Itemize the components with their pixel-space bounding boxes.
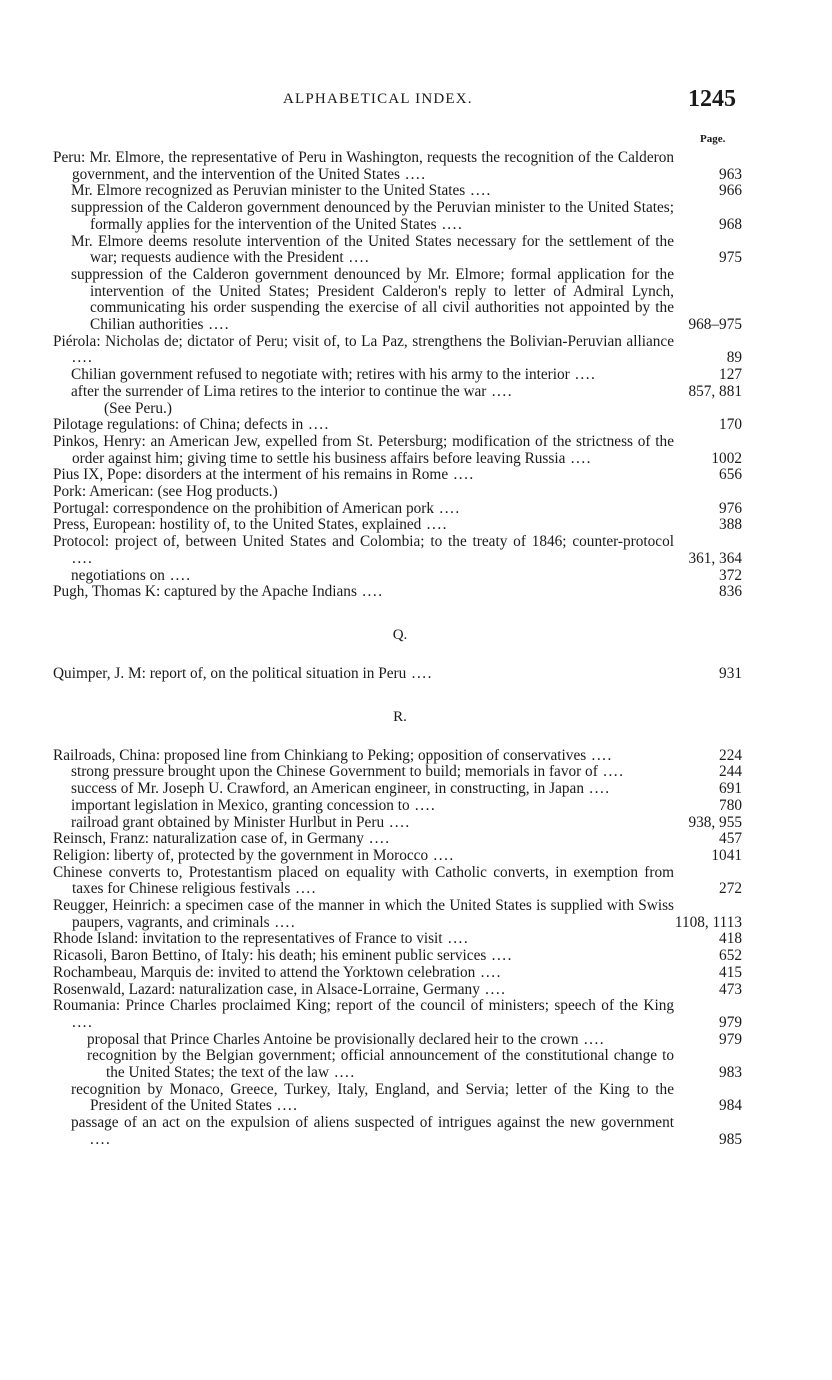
index-entry-text [0, 865, 674, 898]
leader-dots: .... [72, 1013, 94, 1031]
index-entry [0, 367, 832, 384]
leader-dots: .... [486, 382, 514, 400]
index-entry-text [0, 267, 674, 334]
index-entry [0, 965, 832, 982]
index-entry [0, 1048, 832, 1081]
index-entry [0, 150, 832, 183]
entry-heading-text: Pork: American: (see Hog products.) [53, 483, 278, 501]
leader-dots: .... [72, 549, 94, 567]
index-entry [0, 764, 832, 781]
page-reference: 372 [719, 566, 742, 584]
page-reference: 780 [719, 796, 742, 814]
entry-heading-text: Rhode Island: invitation to the representatives of France to visit [53, 930, 443, 948]
index-entry-text [0, 798, 674, 815]
page-reference: 224 [719, 746, 742, 764]
index-entry-text [0, 764, 674, 781]
index-entry-text [0, 931, 674, 948]
index-entry-text [0, 848, 674, 865]
index-entry-text [0, 1082, 674, 1115]
entry-heading-text: Chinese converts to, Protestantism placed on equality with Catholic converts, in exemption from taxes for Chinese religious festivals [53, 863, 674, 898]
leader-dots: .... [271, 1097, 299, 1115]
entry-heading-text: Rochambeau, Marquis de: invited to attend the Yorktown celebration [53, 963, 476, 981]
index-entry [0, 748, 832, 765]
entry-heading-text: Pius IX, Pope: disorders at the interment of his remains in Rome [53, 466, 449, 484]
index-entry [0, 234, 832, 267]
index-entry-text [0, 534, 674, 567]
page-reference: 836 [719, 583, 742, 601]
index-entry-text [0, 748, 674, 765]
page-reference: 1108, 1113 [674, 913, 742, 931]
index-entry [0, 982, 832, 999]
leader-dots: .... [434, 499, 461, 517]
index-entry-text [0, 234, 674, 267]
page-reference: 979 [719, 1013, 742, 1031]
entry-heading-text: recognition by Monaco, Greece, Turkey, Italy, England, and Servia; letter of the King to the President of the United States [71, 1080, 674, 1115]
leader-dots: .... [597, 763, 625, 781]
entry-heading-text: (See Peru.) [104, 399, 172, 417]
leader-dots: .... [428, 846, 455, 864]
index-entry [0, 517, 832, 534]
page-reference: 931 [719, 664, 742, 682]
entry-heading-text: Railroads, China: proposed line from Chinkiang to Peking; opposition of conservatives [53, 746, 587, 764]
page-reference: 361, 364 [688, 549, 742, 567]
index-entry-text [0, 1048, 674, 1081]
leader-dots: .... [290, 880, 317, 898]
index-entry [0, 334, 832, 367]
leader-dots: .... [356, 583, 384, 601]
index-entry [0, 267, 832, 334]
section-letter-r: R. [393, 708, 407, 725]
leader-dots: .... [448, 466, 475, 484]
index-entry-text [0, 898, 674, 931]
index-entry-text [0, 1115, 674, 1148]
page-reference: 975 [719, 249, 742, 267]
running-title: ALPHABETICAL INDEX. [283, 91, 473, 107]
index-entry [0, 1032, 832, 1049]
index-entry [0, 948, 832, 965]
page-reference: 691 [719, 780, 742, 798]
entry-heading-text: Rosenwald, Lazard: naturalization case, in Alsace-Lorraine, Germany [53, 980, 480, 998]
entry-heading-text: important legislation in Mexico, granting concession to [71, 796, 410, 814]
index-entry-text [0, 434, 674, 467]
index-entry [0, 434, 832, 467]
page-reference: 656 [719, 466, 742, 484]
leader-dots: .... [409, 796, 437, 814]
index-entry [0, 584, 832, 601]
page-header [0, 86, 832, 118]
index-entry [0, 898, 832, 931]
index-entry-text [0, 965, 674, 982]
index-entry [0, 183, 832, 200]
entry-heading-text: Reinsch, Franz: naturalization case of, in Germany [53, 830, 364, 848]
leader-dots: .... [384, 813, 411, 831]
entry-heading-text: Pinkos, Henry: an American Jew, expelled from St. Petersburg; modification of the strictness of the order against him; giving time to settle his business affairs before leaving Russia [53, 432, 674, 467]
entry-heading-text: suppression of the Calderon government denounced by Mr. Elmore; formal application for the intervention of the United States; President Calderon's reply to letter of Admiral Lynch, communicating his order suspending the exercise of all civil authorities not appointed by the Chilian authorities [71, 265, 674, 334]
index-entry [0, 831, 832, 848]
index-entry [0, 848, 832, 865]
index-entry-text [0, 334, 674, 367]
index-entry [0, 534, 832, 567]
page-reference: 968 [719, 215, 742, 233]
leader-dots: .... [583, 780, 611, 798]
index-entry [0, 798, 832, 815]
entry-heading-text: strong pressure brought upon the Chinese Government to build; memorials in favor of [71, 763, 598, 781]
index-entry [0, 998, 832, 1031]
entry-heading-text: Quimper, J. M: report of, on the political situation in Peru [53, 664, 407, 682]
leader-dots: .... [479, 980, 507, 998]
leader-dots: .... [399, 165, 427, 183]
index-entry-text [0, 401, 674, 418]
entry-heading-text: Ricasoli, Baron Bettino, of Italy: his death; his eminent public services [53, 947, 487, 965]
page-reference: 170 [719, 416, 742, 434]
index-list [0, 150, 832, 1149]
leader-dots: .... [329, 1064, 356, 1082]
page-reference: 976 [719, 499, 742, 517]
entry-heading-text: Press, European: hostility of, to the United States, explained [53, 516, 422, 534]
page-reference: 415 [719, 963, 742, 981]
page-reference: 272 [719, 880, 742, 898]
entry-heading-text: Mr. Elmore recognized as Peruvian minister to the United States [71, 182, 466, 200]
leader-dots: .... [269, 913, 297, 931]
leader-dots: .... [164, 566, 192, 584]
leader-dots: .... [303, 416, 330, 434]
leader-dots: .... [421, 516, 448, 534]
index-entry [0, 401, 832, 418]
entry-heading-text: Pugh, Thomas K: captured by the Apache Indians [53, 583, 357, 601]
entry-heading-text: Religion: liberty of, protected by the government in Morocco [53, 846, 429, 864]
page-reference: 473 [719, 980, 742, 998]
page-number: 1245 [688, 86, 736, 112]
entry-heading-text: Protocol: project of, between United States and Colombia; to the treaty of 1846; counter-protocol [53, 533, 674, 551]
index-entry [0, 1082, 832, 1115]
entry-heading-text: Reugger, Heinrich: a specimen case of the manner in which the United States is supplied with Swiss paupers, vagrants, and criminals [53, 897, 674, 931]
leader-dots: .... [475, 963, 502, 981]
leader-dots: .... [586, 746, 613, 764]
page-reference: 985 [719, 1130, 742, 1148]
page-column-heading: Page. [700, 133, 726, 145]
page-reference: 966 [719, 182, 742, 200]
entry-heading-text: Chilian government refused to negotiate with; retires with his army to the interior [71, 366, 570, 384]
index-entry-text [0, 568, 674, 585]
index-entry-text [0, 501, 674, 518]
index-entry-text [0, 1032, 674, 1049]
entry-heading-text: Portugal: correspondence on the prohibition of American pork [53, 499, 435, 517]
page-reference: 127 [719, 366, 742, 384]
entry-heading-text: success of Mr. Joseph U. Crawford, an American engineer, in constructing, in Japan [71, 780, 584, 798]
page-reference: 652 [719, 947, 742, 965]
index-entry [0, 484, 832, 501]
index-entry-text [0, 484, 674, 501]
entry-heading-text: Piérola: Nicholas de; dictator of Peru; visit of, to La Paz, strengthens the Bolivian-Peruvian alliance [53, 332, 674, 350]
page-reference: 979 [719, 1030, 742, 1048]
index-entry [0, 1115, 832, 1148]
page-reference: 418 [719, 930, 742, 948]
index-entry-text [0, 417, 674, 434]
leader-dots: .... [578, 1030, 606, 1048]
index-entry-text [0, 183, 674, 200]
leader-dots: .... [486, 947, 513, 965]
index-entry [0, 666, 832, 683]
page-reference: 983 [719, 1064, 742, 1082]
leader-dots: .... [343, 249, 371, 267]
index-entry [0, 568, 832, 585]
leader-dots: .... [406, 664, 433, 682]
index-entry [0, 384, 832, 401]
entry-heading-text: after the surrender of Lima retires to the interior to continue the war [71, 382, 487, 400]
index-entry-text [0, 831, 674, 848]
leader-dots: .... [90, 1130, 112, 1148]
index-entry-text [0, 517, 674, 534]
index-entry [0, 781, 832, 798]
page-reference: 857, 881 [688, 382, 742, 400]
leader-dots: .... [203, 316, 231, 334]
index-group-p [0, 150, 832, 601]
index-entry-text [0, 150, 674, 183]
page-reference: 89 [726, 349, 742, 367]
leader-dots: .... [436, 215, 464, 233]
index-entry-text [0, 584, 674, 601]
page-reference: 1041 [711, 846, 742, 864]
page-reference: 963 [719, 165, 742, 183]
entry-heading-text: Roumania: Prince Charles proclaimed King; report of the council of ministers; speech of the King [53, 997, 674, 1015]
page-reference: 457 [719, 830, 742, 848]
index-entry [0, 931, 832, 948]
entry-heading-text: Pilotage regulations: of China; defects in [53, 416, 304, 434]
leader-dots: .... [442, 930, 470, 948]
index-entry [0, 200, 832, 233]
leader-dots: .... [363, 830, 391, 848]
index-entry [0, 501, 832, 518]
index-entry-text [0, 948, 674, 965]
leader-dots: .... [465, 182, 492, 200]
index-entry-text [0, 467, 674, 484]
index-entry-text [0, 781, 674, 798]
index-entry-text [0, 200, 674, 233]
index-entry-text [0, 367, 674, 384]
entry-heading-text: suppression of the Calderon government denounced by the Peruvian minister to the United States; formally applies for the intervention of the United States [71, 199, 674, 233]
index-group-r [0, 748, 832, 1149]
entry-heading-text: railroad grant obtained by Minister Hurlbut in Peru [71, 813, 385, 831]
page-reference: 244 [719, 763, 742, 781]
index-entry-text [0, 666, 674, 683]
page-reference: 388 [719, 516, 742, 534]
entry-heading-text: proposal that Prince Charles Antoine be provisionally declared heir to the crown [87, 1030, 579, 1048]
index-entry-text [0, 982, 674, 999]
index-entry-text [0, 384, 674, 401]
page-reference: 984 [719, 1097, 742, 1115]
leader-dots: .... [565, 449, 592, 467]
index-group-q [0, 666, 832, 683]
index-entry [0, 417, 832, 434]
entry-heading-text: passage of an act on the expulsion of aliens suspected of intrigues against the new government [71, 1114, 674, 1132]
page-reference: 968–975 [688, 316, 742, 334]
entry-heading-text: Peru: Mr. Elmore, the representative of Peru in Washington, requests the recognition of the Calderon government, and the intervention of the United States [53, 149, 674, 183]
section-letter-q: Q. [392, 626, 408, 643]
index-entry [0, 467, 832, 484]
page-reference: 1002 [711, 449, 742, 467]
entry-heading-text: recognition by the Belgian government; official announcement of the constitutional change to the United States; the text of the law [87, 1047, 674, 1082]
entry-heading-text: negotiations on [71, 566, 165, 584]
leader-dots: .... [72, 349, 94, 367]
entry-heading-text: Mr. Elmore deems resolute intervention of the United States necessary for the settlement of the war; requests audience with the President [71, 232, 674, 267]
index-entry [0, 865, 832, 898]
page-reference: 938, 955 [688, 813, 742, 831]
leader-dots: .... [569, 366, 597, 384]
index-entry-text [0, 815, 674, 832]
index-entry-text [0, 998, 674, 1031]
index-entry [0, 815, 832, 832]
